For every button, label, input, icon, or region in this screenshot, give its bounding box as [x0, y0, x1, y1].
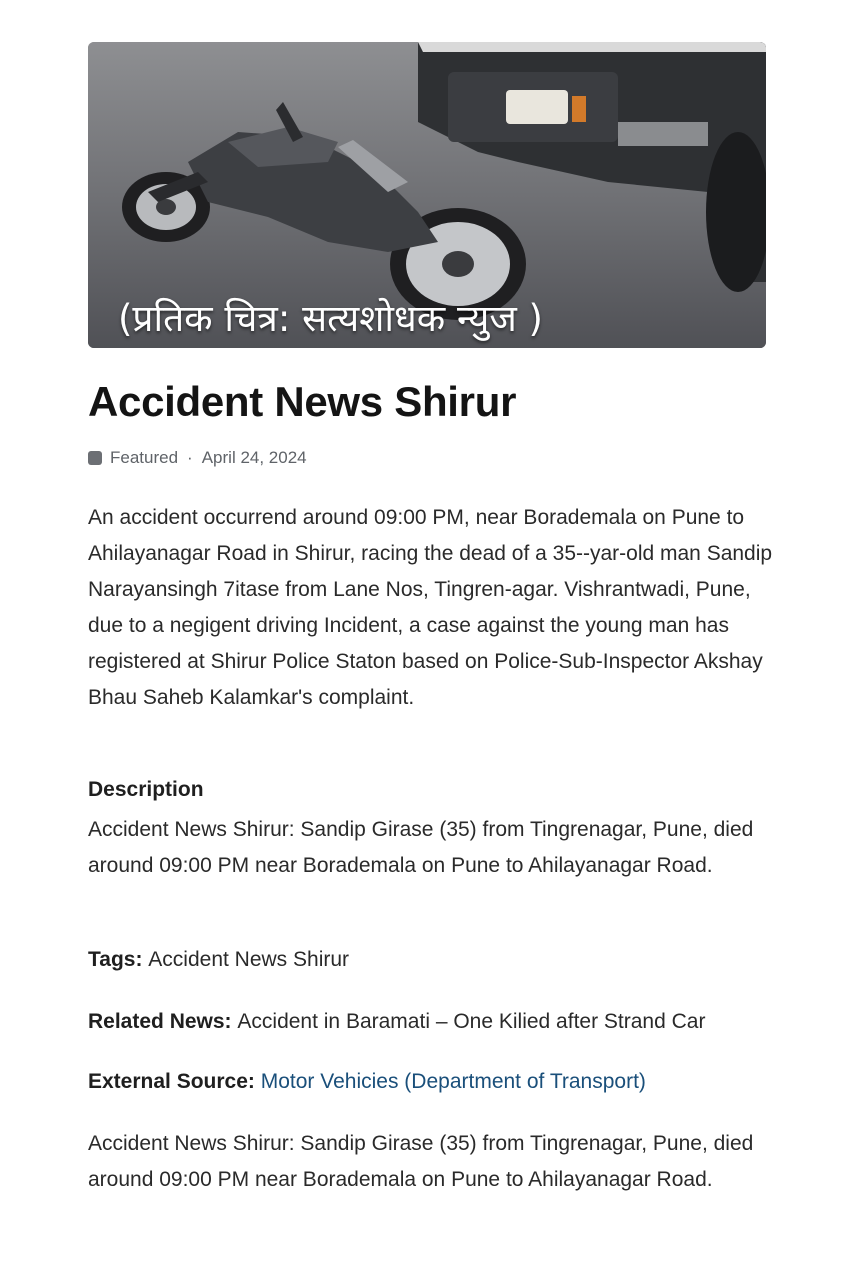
related-news-link[interactable]: Accident in Baramati – One Kilied after Strand Car — [237, 1010, 706, 1033]
hero-caption: (प्रतिक चित्र: सत्यशोधक न्युज ) — [118, 297, 543, 340]
description-heading: Description — [88, 778, 204, 801]
category-link[interactable]: Featured — [110, 448, 179, 467]
related-news-row — [88, 1010, 705, 1034]
publish-date: April 24, 2024 — [201, 448, 307, 467]
tags-row — [88, 948, 349, 972]
related-news-label: Related News: — [88, 1010, 238, 1033]
tags-label: Tags: — [88, 948, 149, 971]
tags-value[interactable]: Accident News Shirur — [148, 948, 350, 971]
article-title: Accident News Shirur — [88, 378, 517, 425]
meta-separator: · — [187, 448, 193, 467]
hero-image — [88, 42, 766, 348]
category-icon — [88, 451, 102, 465]
article-summary-paragraph: Accident News Shirur: Sandip Girase (35) from Tingrenagar, Pune, died around 09:00 PM near Borademala on Pune to Ahilayanagar Road. — [88, 1132, 754, 1191]
article-meta — [88, 448, 307, 468]
external-source-link[interactable]: Motor Vehicies (Department of Transport) — [260, 1070, 646, 1093]
article-paragraph: An accident occurrend around 09:00 PM, near Borademala on Pune to Ahilayanagar Road in Shirur, racing the dead of a 35--yar-old man Sandip Narayansingh 7itase from Lane Nos, Tingren-agar. Vishrantwadi, Pune, due to a negigent driving Incident, a case against the young man has registered at Shirur Police Staton based on Police-Sub-Inspector Akshay Bhau Saheb Kalamkar's complaint. — [88, 506, 773, 709]
description-text: Accident News Shirur: Sandip Girase (35) from Tingrenagar, Pune, died around 09:00 PM near Borademala on Pune to Ahilayanagar Road. — [88, 818, 754, 877]
external-source-row — [88, 1070, 646, 1094]
external-source-label: External Source: — [88, 1070, 261, 1093]
